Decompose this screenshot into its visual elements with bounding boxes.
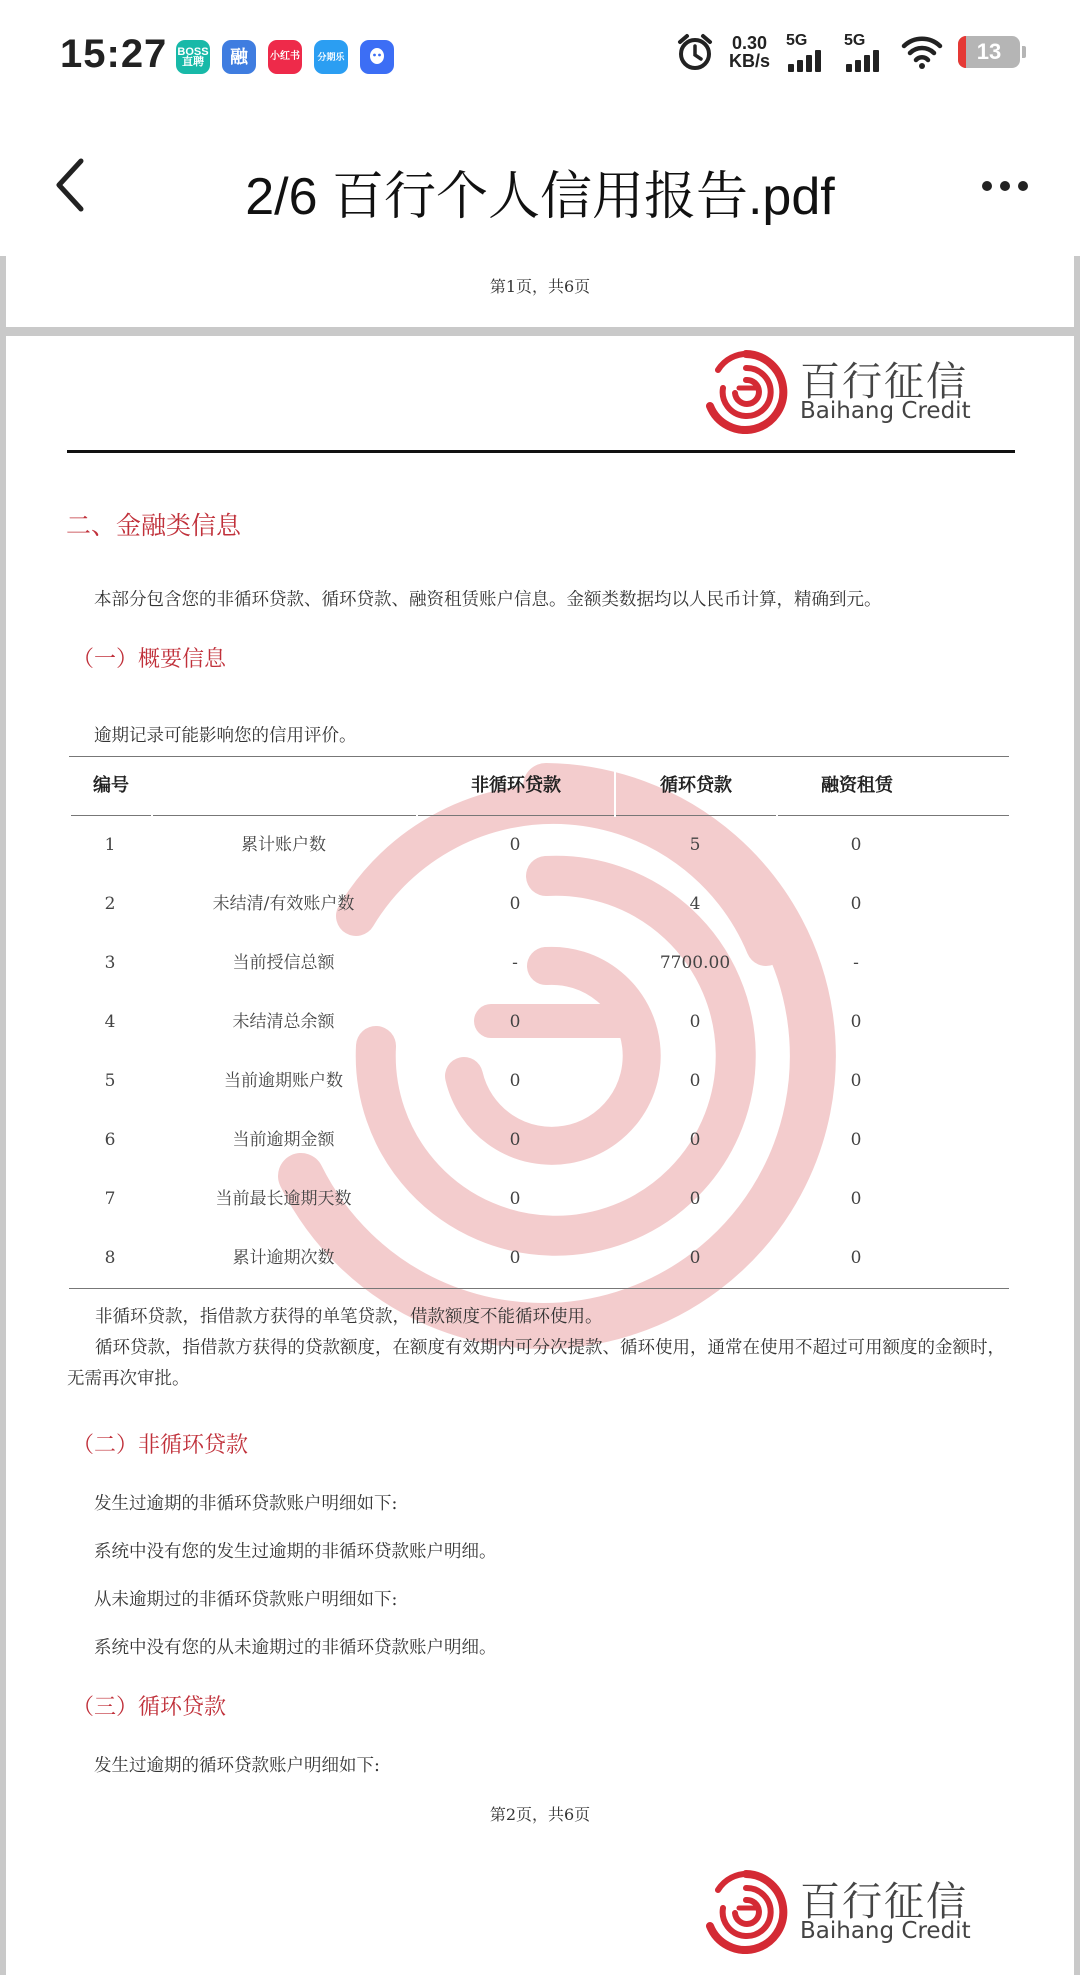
clock: 15:27 — [60, 32, 168, 76]
network-speed-value: 0.30 — [731, 33, 768, 53]
battery-level: 13 — [976, 39, 1002, 64]
page-1-footer: 第1页，共6页 — [489, 277, 591, 296]
subsection-1-title: （一）概要信息 — [72, 647, 227, 672]
cell-number: 8 — [104, 1248, 116, 1268]
cell-number: 1 — [104, 835, 116, 855]
header-number: 编号 — [69, 757, 151, 817]
more-dot-icon — [982, 181, 992, 191]
cell-item: 累计账户数 — [241, 835, 326, 855]
table-row — [69, 1170, 1009, 1229]
cell-leasing: 0 — [850, 835, 862, 855]
table-row — [69, 993, 1009, 1052]
definition-non-revolving: 非循环贷款，指借款方获得的单笔贷款，借款额度不能循环使用。 — [95, 1307, 603, 1327]
subsection-3-title: （三）循环贷款 — [72, 1695, 227, 1720]
cell-number: 4 — [104, 1012, 116, 1032]
cell-non-revolving: 0 — [509, 894, 521, 914]
logo-chinese-name: 百行征信 — [800, 359, 968, 405]
cell-leasing: 0 — [850, 1012, 862, 1032]
pdf-viewer[interactable] — [0, 256, 1080, 1975]
cell-revolving: 0 — [689, 1248, 701, 1268]
table-row — [69, 875, 1009, 934]
cell-revolving: 0 — [689, 1189, 701, 1209]
table-row — [69, 1229, 1009, 1288]
header-divider — [67, 450, 1015, 453]
cell-number: 6 — [104, 1130, 116, 1150]
cell-revolving: 5 — [689, 835, 701, 855]
header-item — [151, 757, 416, 817]
table-row — [69, 1052, 1009, 1111]
cell-non-revolving: 0 — [509, 1130, 521, 1150]
system-status — [675, 32, 1020, 72]
wifi-icon — [900, 34, 944, 70]
baihang-logo — [700, 1866, 990, 1956]
cell-item: 累计逾期次数 — [232, 1248, 335, 1268]
signal-2-label: 5G — [844, 32, 866, 49]
cell-leasing: 0 — [850, 1071, 862, 1091]
header-leasing: 融资租赁 — [776, 757, 936, 817]
logo-english-name: Baihang Credit — [800, 398, 971, 424]
cell-item: 未结清/有效账户数 — [212, 894, 355, 914]
subsection-1-note: 逾期记录可能影响您的信用评价。 — [94, 726, 357, 746]
pdf-page-1-tail — [6, 256, 1074, 327]
subsection-3-overdue-label: 发生过逾期的循环贷款账户明细如下: — [94, 1756, 380, 1776]
boss-app-icon: BOSS 直聘 — [176, 40, 210, 74]
cell-leasing: - — [853, 953, 859, 973]
definition-revolving: 循环贷款，指借款方获得的贷款额度，在额度有效期内可分次提款、循环使用，通常在使用不超过可用额度的金额时，无需再次审批。 — [67, 1338, 1005, 1389]
summary-table — [69, 756, 1009, 1289]
cell-non-revolving: - — [512, 953, 518, 973]
subsection-2-overdue-text: 系统中没有您的发生过逾期的非循环贷款账户明细。 — [94, 1542, 497, 1562]
table-row — [69, 1111, 1009, 1170]
network-speed — [729, 34, 770, 70]
table-row — [69, 816, 1009, 875]
cell-revolving: 0 — [689, 1012, 701, 1032]
title-bar — [0, 110, 1080, 256]
cell-non-revolving: 0 — [509, 1012, 521, 1032]
subsection-2-normal-text: 系统中没有您的从未逾期过的非循环贷款账户明细。 — [94, 1638, 497, 1658]
cell-number: 7 — [104, 1189, 116, 1209]
back-arrow-icon — [53, 157, 87, 213]
table-bottom-rule — [69, 1288, 1009, 1289]
cell-number: 3 — [104, 953, 116, 973]
network-speed-unit: KB/s — [728, 51, 770, 71]
signal-1-label: 5G — [786, 32, 808, 49]
cell-leasing: 0 — [850, 1130, 862, 1150]
battery-icon — [958, 36, 1020, 68]
cell-revolving: 0 — [689, 1071, 701, 1091]
header-revolving: 循环贷款 — [614, 757, 776, 817]
more-dot-icon — [1018, 181, 1028, 191]
baihang-logo — [700, 346, 990, 436]
table-row — [69, 934, 1009, 993]
table-header — [69, 756, 1009, 816]
logo-english-name: Baihang Credit — [800, 1918, 971, 1944]
baihang-logo-mark-icon — [700, 1868, 792, 1954]
cell-number: 5 — [104, 1071, 116, 1091]
xiaohongshu-app-icon: 小红书 — [268, 40, 302, 74]
cell-leasing: 0 — [850, 894, 862, 914]
cell-item: 当前授信总额 — [232, 953, 335, 973]
document-title: 2/6 百行个人信用报告.pdf — [245, 168, 835, 226]
cell-number: 2 — [104, 894, 116, 914]
qq-app-icon — [360, 40, 394, 74]
header-non-revolving: 非循环贷款 — [416, 757, 614, 817]
alarm-icon — [675, 32, 715, 72]
logo-chinese-name: 百行征信 — [800, 1879, 968, 1925]
cell-revolving: 0 — [689, 1130, 701, 1150]
cell-leasing: 0 — [850, 1189, 862, 1209]
pdf-page-3 — [6, 1854, 1074, 1975]
signal-2-icon — [842, 32, 886, 72]
cell-non-revolving: 0 — [509, 1189, 521, 1209]
pdf-page-2 — [6, 336, 1074, 1975]
cell-item: 未结清总余额 — [232, 1012, 335, 1032]
table-body — [69, 816, 1009, 1288]
rong-app-icon: 融 — [222, 40, 256, 74]
page-2-footer: 第2页，共6页 — [489, 1805, 591, 1824]
cell-non-revolving: 0 — [509, 835, 521, 855]
cell-leasing: 0 — [850, 1248, 862, 1268]
back-button[interactable] — [40, 150, 100, 220]
cell-non-revolving: 0 — [509, 1248, 521, 1268]
subsection-2-overdue-label: 发生过逾期的非循环贷款账户明细如下: — [94, 1494, 398, 1514]
cell-revolving: 7700.00 — [659, 953, 731, 973]
subsection-2-normal-label: 从未逾期过的非循环贷款账户明细如下: — [94, 1590, 398, 1610]
cell-item: 当前逾期账户数 — [224, 1071, 343, 1091]
section-title: 二、金融类信息 — [66, 511, 242, 540]
signal-1-icon — [784, 32, 828, 72]
section-intro: 本部分包含您的非循环贷款、循环贷款、融资租赁账户信息。金额类数据均以人民币计算，精确到元。 — [94, 590, 882, 610]
status-bar — [0, 0, 1080, 110]
notification-icons — [176, 40, 394, 74]
cell-item: 当前逾期金额 — [232, 1130, 335, 1150]
more-options-button[interactable] — [970, 156, 1040, 216]
subsection-2-title: （二）非循环贷款 — [72, 1433, 249, 1458]
baihang-logo-mark-icon — [700, 348, 792, 434]
more-dot-icon — [1000, 181, 1010, 191]
cell-revolving: 4 — [689, 894, 701, 914]
cell-non-revolving: 0 — [509, 1071, 521, 1091]
cell-item: 当前最长逾期天数 — [215, 1189, 352, 1209]
fenqile-app-icon: 分期乐 — [314, 40, 348, 74]
